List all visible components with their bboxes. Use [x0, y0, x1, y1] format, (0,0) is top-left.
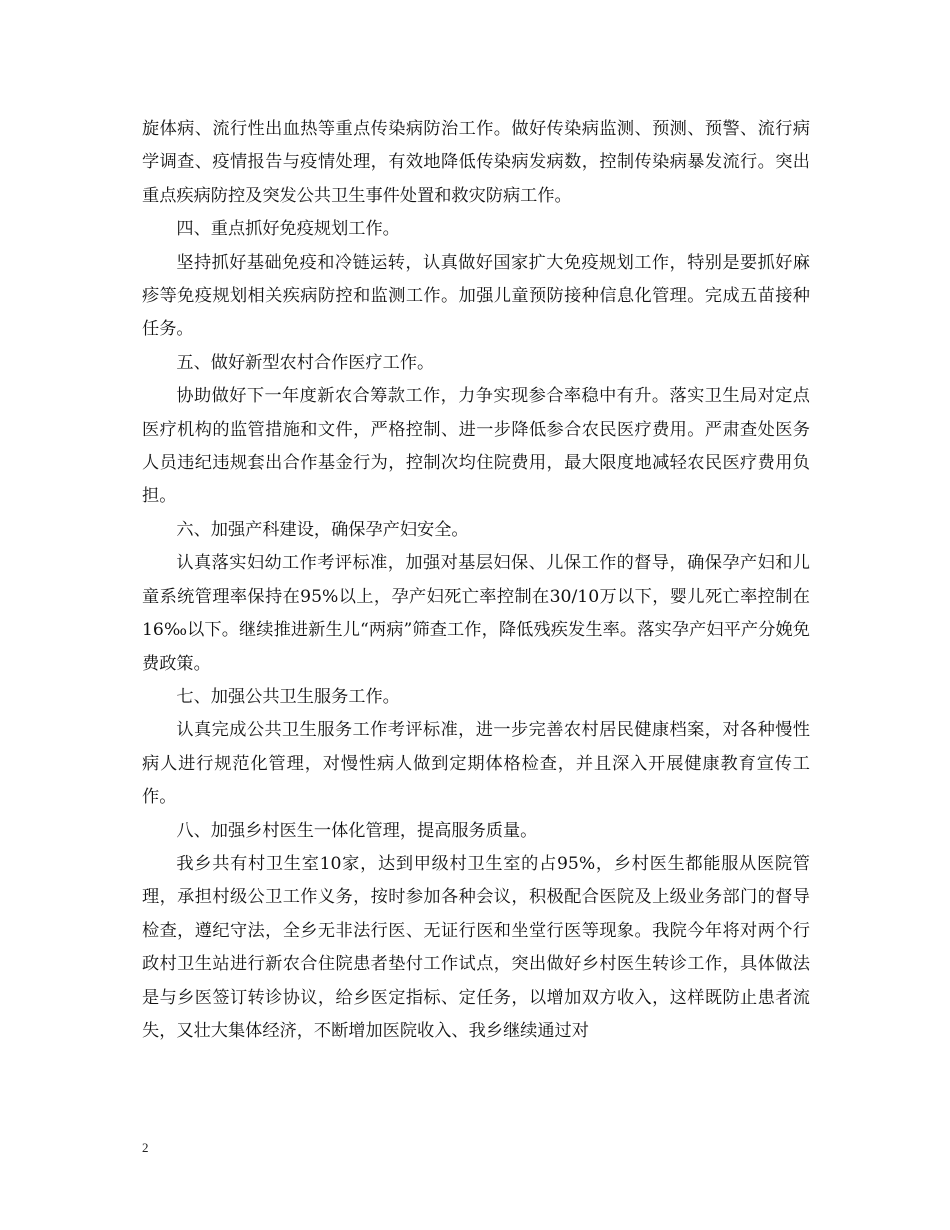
page-number: 2: [142, 1140, 149, 1155]
document-body: [142, 113, 810, 1048]
paragraph-continuation: 旋体病、流行性出血热等重点传染病防治工作。做好传染病监测、预测、预警、流行病学调查、疫情报告与疫情处理，有效地降低传染病发病数，控制传染病暴发流行。突出重点疾病防控及突发公共卫生事件处置和救灾防病工作。: [142, 119, 810, 206]
paragraph-immunization: 坚持抓好基础免疫和冷链运转，认真做好国家扩大免疫规划工作，特别是要抓好麻疹等免疫规划相关疾病防控和监测工作。加强儿童预防接种信息化管理。完成五苗接种任务。: [142, 252, 810, 340]
section-heading-rural-cooperative-medical: 五、做好新型农村合作医疗工作。: [176, 352, 435, 373]
section-heading-immunization: 四、重点抓好免疫规划工作。: [176, 219, 400, 240]
section-heading-obstetrics: 六、加强产科建设，确保孕产妇安全。: [176, 519, 469, 540]
section-heading-public-health: 七、加强公共卫生服务工作。: [176, 686, 400, 707]
section-heading-village-doctors: 八、加强乡村医生一体化管理，提高服务质量。: [176, 820, 538, 841]
paragraph-public-health: 认真完成公共卫生服务工作考评标准，进一步完善农村居民健康档案，对各种慢性病人进行规范化管理，对慢性病人做到定期体格检查，并且深入开展健康教育宣传工作。: [142, 720, 810, 808]
paragraph-obstetrics: 认真落实妇幼工作考评标准，加强对基层妇保、儿保工作的督导，确保孕产妇和儿童系统管理率保持在95%以上，孕产妇死亡率控制在30/10万以下，婴儿死亡率控制在16‰以下。继续推进新生儿“两病”筛查工作，降低残疾发生率。落实孕产妇平产分娩免费政策。: [142, 553, 810, 674]
paragraph-rural-cooperative-medical: 协助做好下一年度新农合筹款工作，力争实现参合率稳中有升。落实卫生局对定点医疗机构的监管措施和文件，严格控制、进一步降低参合农民医疗费用。严肃查处医务人员违纪违规套出合作基金行为，控制次均住院费用，最大限度地减轻农民医疗费用负担。: [142, 386, 810, 507]
paragraph-village-doctors: 我乡共有村卫生室10家，达到甲级村卫生室的占95%，乡村医生都能服从医院管理，承担村级公卫工作义务，按时参加各种会议，积极配合医院及上级业务部门的督导检查，遵纪守法，全乡无非法行医、无证行医和坐堂行医等现象。我院今年将对两个行政村卫生站进行新农合住院患者垫付工作试点，突出做好乡村医生转诊工作，具体做法是与乡医签订转诊协议，给乡医定指标、定任务，以增加双方收入，这样既防止患者流失，又壮大集体经济，不断增加医院收入、我乡继续通过对: [142, 853, 810, 1041]
